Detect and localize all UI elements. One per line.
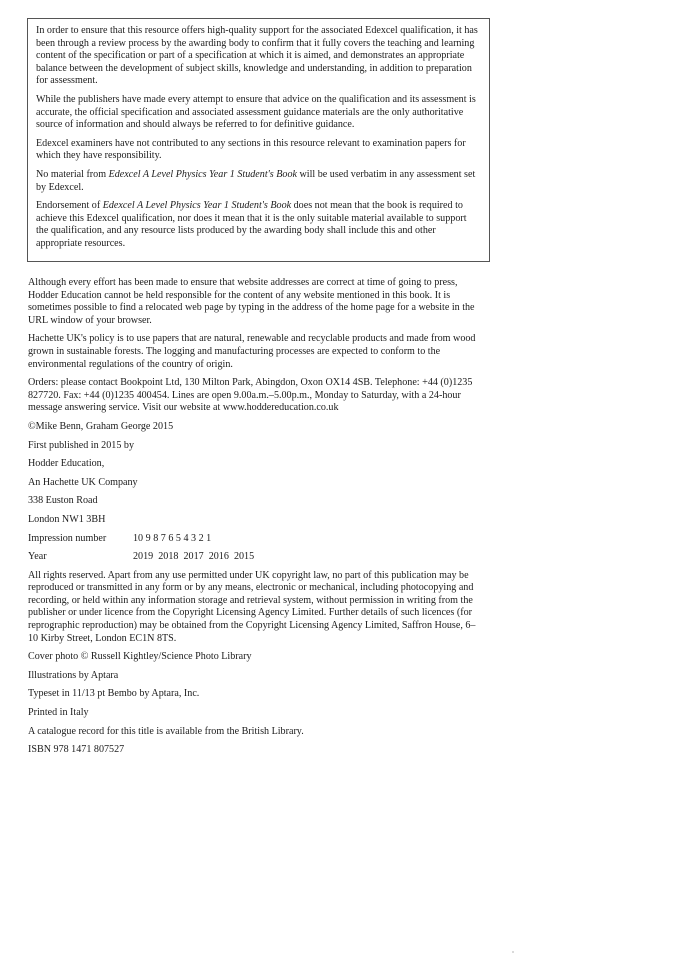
orders-info: Orders: please contact Bookpoint Ltd, 130 Milton Park, Abingdon, Oxon OX14 4SB. Telephone: +44 (0)1235 827720. Fax: +44 (0)1235 400454. Lines are open 9.00a.m.–5.00p.m., Monday to Saturday, with a 24-hour message answering service. Visit our website at www.hoddereducation.co.uk [28,377,473,414]
first-published-line: First published in 2015 by [28,439,134,451]
website-disclaimer: Although every effort has been made to ensure that website addresses are correct at time of going to press, Hodder Education cannot be held responsible for the content of any website mentioned in this book. It is sometimes possible to find a relocated web page by typing in the address of the home page for a website in the URL window of your browser. [28,277,475,326]
scan-speck [512,951,514,953]
impression-label: Impression number [28,532,107,544]
publisher-company: An Hachette UK Company [28,476,138,488]
printed-in-line: Printed in Italy [28,707,89,719]
endorsement-box [27,18,490,262]
illustrations-credit: Illustrations by Aptara [28,669,119,681]
text-segment: No material from [36,168,109,180]
typeset-credit: Typeset in 11/13 pt Bembo by Aptara, Inc. [28,688,200,700]
endorsement-paragraph-accuracy: While the publishers have made every attempt to ensure that advice on the qualification and its assessment is accurate, the official specification and associated assessment guidance materials are the only authoritative source of information and should always be referred to for definitive guidance. [36,93,476,131]
endorsement-paragraph-examiners: Edexcel examiners have not contributed to any sections in this resource relevant to examination papers for which they have responsibility. [36,137,466,162]
impression-value: 10 9 8 7 6 5 4 3 2 1 [133,532,212,544]
endorsement-paragraph-review: In order to ensure that this resource offers high-quality support for the associated Edexcel qualification, it has been through a review process by the awarding body to confirm that it fully covers the teaching and learning content of the specification or part of a specification at which it is aimed, and demonstrates an appropriate balance between the development of subject skills, knowledge and understanding, in addition to preparation for assessment. [36,25,478,87]
endorsement-paragraph-endorsement [36,200,481,250]
copyright-line: ©Mike Benn, Graham George 2015 [28,420,174,432]
paper-policy: Hachette UK's policy is to use papers that are natural, renewable and recyclable products and made from wood grown in sustainable forests. The logging and manufacturing processes are expected to conform to the environmental regulations of the country of origin. [28,333,476,370]
text-segment: Endorsement of [36,200,103,212]
publisher-street: 338 Euston Road [28,495,98,507]
imprint-body [28,277,478,763]
impression-row [28,533,478,546]
publisher-city: London NW1 3BH [28,513,106,525]
book-title: Edexcel A Level Physics Year 1 Student's Book [108,168,297,180]
text-segment: will be used verbatim in any assessment set by Edexcel. [36,168,476,193]
isbn-line: ISBN 978 1471 807527 [28,744,125,756]
book-title: Edexcel A Level Physics Year 1 Student's Book [102,200,292,212]
rights-statement: All rights reserved. Apart from any use permitted under UK copyright law, no part of this publication may be reproduced or transmitted in any form or by any means, electronic or mechanical, including photocopying and recording, or held within any information storage and retrieval system, without permission in writing from the publisher or under licence from the Copyright Licensing Agency Limited. Further details of such licences (for reprographic reproduction) may be obtained from the Copyright Licensing Agency Limited, Saffron House, 6–10 Kirby Street, London EC1N 8TS. [28,569,476,644]
catalogue-record-line: A catalogue record for this title is available from the British Library. [28,725,304,737]
year-label: Year [28,551,47,563]
year-value: 2019 2018 2017 2016 2015 [133,551,255,563]
publisher-name: Hodder Education, [28,458,105,470]
endorsement-paragraph-verbatim [36,169,481,194]
year-row [28,551,478,564]
text-segment: does not mean that the book is required to achieve this Edexcel qualification, nor does it mean that it is the only suitable material available to support the qualification, and any resource lists produced by the awarding body shall include this and other appropriate resources. [36,200,467,249]
cover-photo-credit: Cover photo © Russell Kightley/Science Photo Library [28,651,252,663]
